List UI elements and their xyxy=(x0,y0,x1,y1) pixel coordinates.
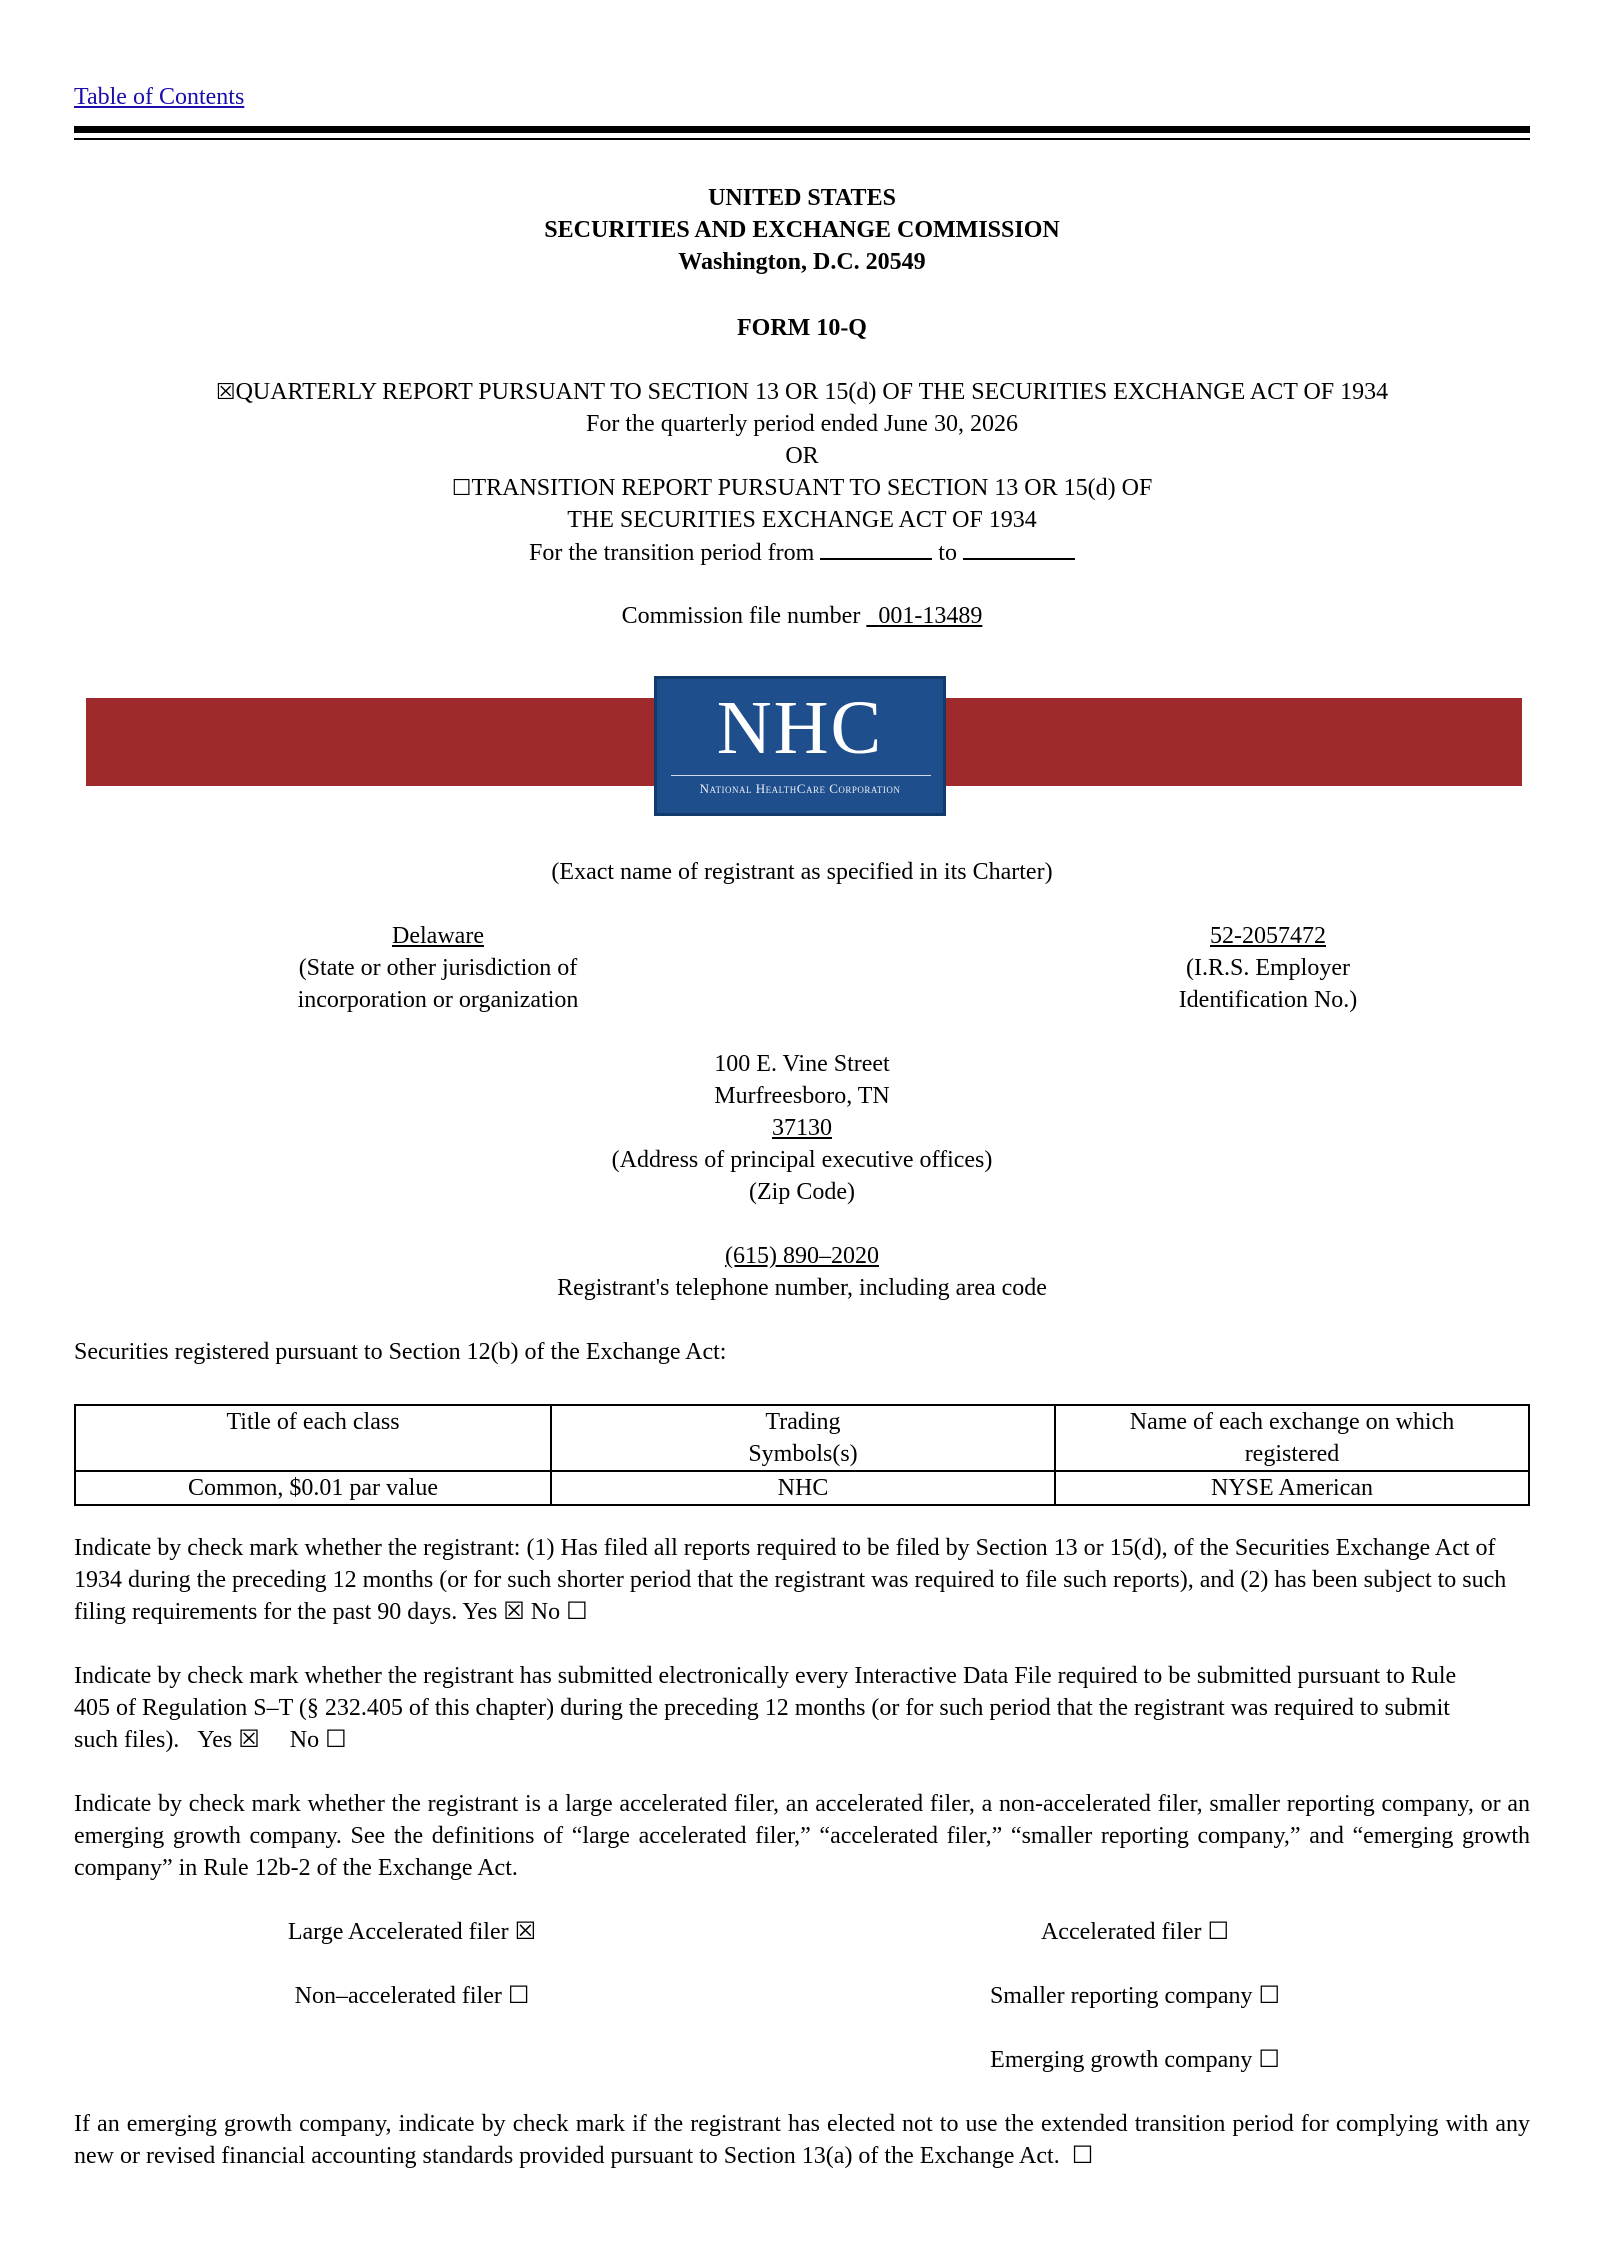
question-1 xyxy=(74,1532,1530,1628)
table-of-contents-link[interactable]: Table of Contents xyxy=(74,84,245,110)
quarterly-label: QUARTERLY REPORT PURSUANT TO SECTION 13 OR 15(d) OF THE SECURITIES EXCHANGE ACT OF 1934 xyxy=(235,379,1389,405)
ein-caption-2: Identification No.) xyxy=(1178,987,1358,1013)
phone-line xyxy=(74,1240,1530,1272)
question-1-no: No ☐ xyxy=(530,1599,588,1625)
header-symbols xyxy=(551,1405,1055,1471)
question-4-checkbox: ☐ xyxy=(1071,2143,1094,2169)
commission-number: 001-13489 xyxy=(878,603,983,629)
question-2-text: Indicate by check mark whether the registrant has submitted electronically every Interactive Data File required to be submitted pursuant to Rule 405 of Regulation S–T (§ 232.405 of this chapter) during the preceding 12 months (or for such period that the registrant was required to submit such files). xyxy=(74,1663,1457,1753)
transition-report-line xyxy=(74,472,1530,505)
header-exchange-line-2: registered xyxy=(1244,1441,1340,1467)
state-caption-1: (State or other jurisdiction of xyxy=(298,955,578,981)
emerging-growth-company: Emerging growth company ☐ xyxy=(990,2047,1280,2073)
header-title: Title of each class xyxy=(75,1405,551,1471)
logo-sub-text: National HealthCare Corporation xyxy=(699,781,901,796)
state-caption-2: incorporation or organization xyxy=(297,987,579,1013)
state-block xyxy=(238,920,638,1016)
ein-block xyxy=(1068,920,1468,1016)
agency-line-2: SECURITIES AND EXCHANGE COMMISSION xyxy=(544,217,1060,243)
smaller-reporting-company: Smaller reporting company ☐ xyxy=(989,1983,1281,2009)
address-caption: (Address of principal executive offices) xyxy=(611,1147,993,1173)
question-1-text: Indicate by check mark whether the registrant: (1) Has filed all reports required to be filed by Section 13 or 15(d), of the Securities Exchange Act of 1934 during the preceding 12 months (or for such shorter period that the registrant was required to file such reports), and (2) has been subject to such filing requirements for the past 90 days. xyxy=(74,1535,1507,1625)
cell-symbol: NHC xyxy=(551,1471,1055,1505)
transition-checkbox: ☐ xyxy=(451,476,472,501)
ein-value: 52-2057472 xyxy=(1210,923,1326,949)
accelerated-filer: Accelerated filer ☐ xyxy=(1040,1919,1230,1945)
header-exchange-line-1: Name of each exchange on which xyxy=(1129,1409,1455,1435)
transition-label-2: THE SECURITIES EXCHANGE ACT OF 1934 xyxy=(567,507,1037,533)
nhc-logo xyxy=(654,676,946,816)
question-2-no: No ☐ xyxy=(289,1727,347,1753)
securities-intro: Securities registered pursuant to Section 12(b) of the Exchange Act: xyxy=(74,1339,727,1365)
quarterly-checkbox: ☒ xyxy=(215,380,236,405)
question-2 xyxy=(74,1660,1474,1756)
zip-caption: (Zip Code) xyxy=(749,1179,855,1205)
form-title: FORM 10-Q xyxy=(737,315,867,341)
header-symbols-line-2: Symbols(s) xyxy=(748,1441,858,1467)
table-header-row xyxy=(75,1405,1529,1471)
zip-line xyxy=(74,1112,1530,1144)
question-4 xyxy=(74,2108,1530,2172)
address-line-1: 100 E. Vine Street xyxy=(714,1051,890,1077)
header-symbols-line-1: Trading xyxy=(765,1409,841,1435)
securities-table xyxy=(74,1404,1530,1506)
cell-exchange: NYSE American xyxy=(1055,1471,1529,1505)
question-2-yes: Yes ☒ xyxy=(197,1727,260,1753)
transition-period-line xyxy=(74,536,1530,569)
period-line: For the quarterly period ended June 30, 2026 xyxy=(586,411,1018,437)
phone-value: (615) 890–2020 xyxy=(725,1243,879,1269)
header-rule-thin xyxy=(74,138,1530,140)
exact-name-caption: (Exact name of registrant as specified in its Charter) xyxy=(551,859,1053,885)
address-line-2: Murfreesboro, TN xyxy=(714,1083,890,1109)
zip-value: 37130 xyxy=(772,1115,832,1141)
header-exchange xyxy=(1055,1405,1529,1471)
commission-file-line xyxy=(74,600,1530,632)
large-accelerated-filer: Large Accelerated filer ☒ xyxy=(287,1919,537,1945)
table-row xyxy=(75,1471,1529,1505)
quarterly-report-line xyxy=(74,376,1530,409)
question-1-yes: Yes ☒ xyxy=(462,1599,525,1625)
agency-line-1: UNITED STATES xyxy=(708,185,896,211)
transition-to-blank xyxy=(963,536,1075,560)
commission-label: Commission file number xyxy=(621,603,861,629)
logo-divider xyxy=(671,775,931,776)
state-value: Delaware xyxy=(392,923,484,949)
transition-from-blank xyxy=(820,536,932,560)
ein-caption-1: (I.R.S. Employer xyxy=(1186,955,1350,981)
logo-main-text: NHC xyxy=(716,686,884,770)
question-3: Indicate by check mark whether the registrant is a large accelerated filer, an accelerated filer, a non-accelerated filer, smaller reporting company, or an emerging growth company. See the definitions of “large accelerated filer,” “accelerated filer,” “smaller reporting company,” and “emerging growth company” in Rule 12b-2 of the Exchange Act. xyxy=(74,1791,1530,1881)
transition-label-1: TRANSITION REPORT PURSUANT TO SECTION 13 OR 15(d) OF xyxy=(471,475,1153,501)
agency-line-3: Washington, D.C. 20549 xyxy=(678,249,926,275)
transition-to-label: to xyxy=(938,540,957,566)
phone-caption: Registrant's telephone number, including area code xyxy=(557,1275,1047,1301)
header-rule-thick xyxy=(74,126,1530,133)
cell-title: Common, $0.01 par value xyxy=(75,1471,551,1505)
or-line: OR xyxy=(785,443,819,469)
non-accelerated-filer: Non–accelerated filer ☐ xyxy=(294,1983,530,2009)
transition-from-label: For the transition period from xyxy=(529,540,815,566)
question-4-text: If an emerging growth company, indicate by check mark if the registrant has elected not to use the extended transition period for complying with any new or revised financial accounting standards provided pursuant to Section 13(a) of the Exchange Act. xyxy=(74,2111,1530,2169)
